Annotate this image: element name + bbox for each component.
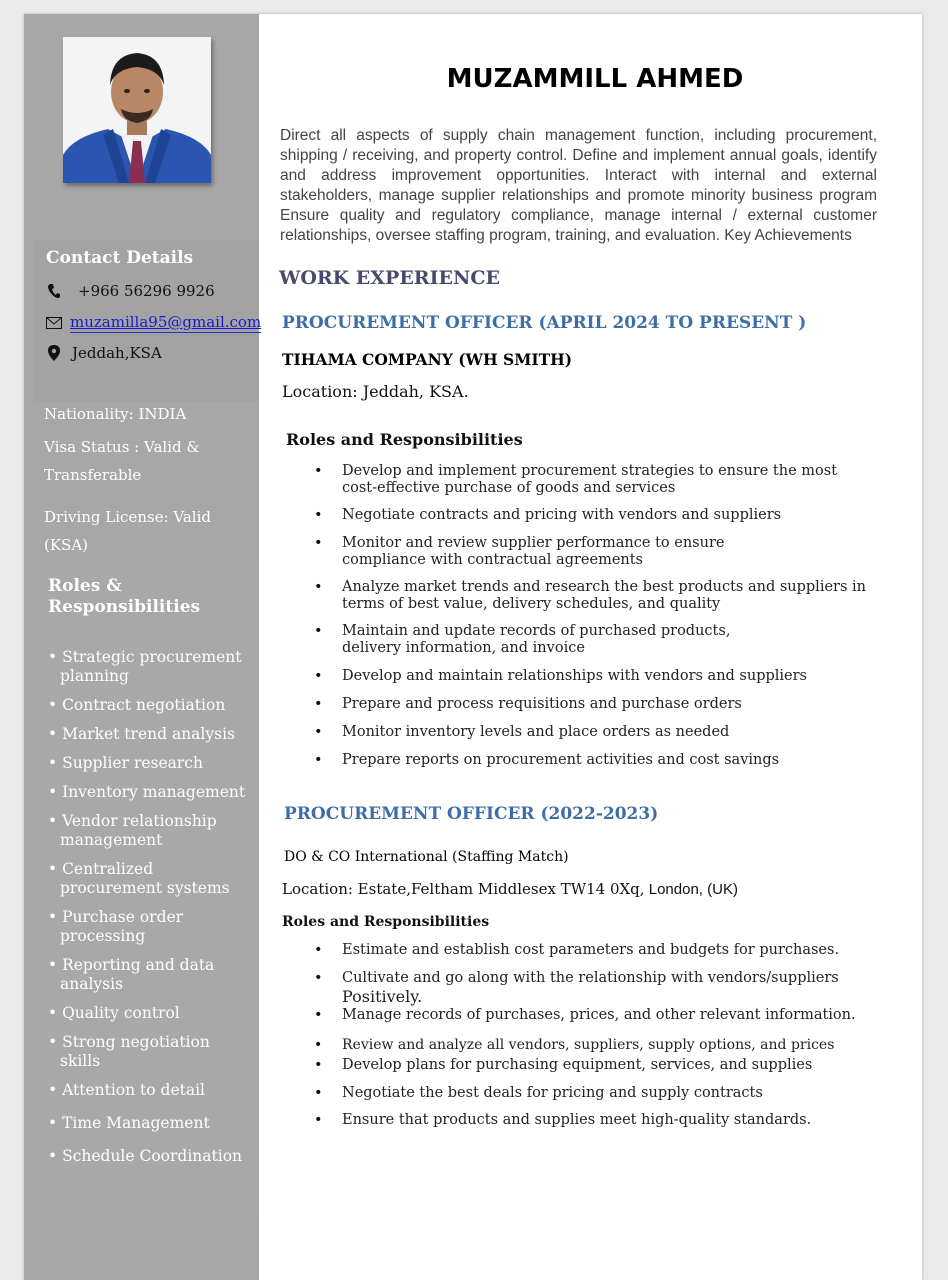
profile-photo xyxy=(63,37,211,183)
phone-icon xyxy=(46,283,62,299)
company-name: DO & CO International (Staffing Match) xyxy=(284,849,569,865)
skill-item: • Market trend analysis xyxy=(48,725,235,743)
skill-item: • Strong negotiation skills xyxy=(48,1033,210,1070)
duty-continuation: Positively. xyxy=(342,987,423,1006)
duty-item: • Maintain and update records of purchased products, delivery information, and invoice xyxy=(314,623,762,657)
location-text: Jeddah,KSA xyxy=(72,344,162,362)
skill-item: • Inventory management xyxy=(48,783,246,801)
duty-item: • Negotiate the best deals for pricing and supply contracts xyxy=(314,1085,874,1102)
candidate-name: MUZAMMILL AHMED xyxy=(446,64,744,94)
job-title: PROCUREMENT OFFICER (APRIL 2024 TO PRESENT ) xyxy=(282,313,807,333)
skill-item: • Centralized procurement systems xyxy=(48,860,230,897)
roles-heading-sidebar: Roles & Responsibilities xyxy=(48,576,201,617)
duty-item: • Develop plans for purchasing equipment, services, and supplies xyxy=(314,1057,874,1074)
duty-item: • Estimate and establish cost parameters and budgets for purchases. xyxy=(314,942,874,959)
duty-item: • Prepare reports on procurement activities and cost savings xyxy=(314,752,874,769)
duty-item: • Prepare and process requisitions and purchase orders xyxy=(314,696,874,713)
nationality: Nationality: INDIA xyxy=(44,405,187,423)
resume-page xyxy=(24,14,922,1280)
visa-status: Visa Status : Valid & Transferable xyxy=(44,438,200,484)
duty-item: • Monitor inventory levels and place orders as needed xyxy=(314,724,874,741)
skill-item: • Reporting and data analysis xyxy=(48,956,215,993)
skill-item: • Purchase order processing xyxy=(48,908,184,945)
duty-item: • Develop and maintain relationships with vendors and suppliers xyxy=(314,668,874,685)
profile-photo-image xyxy=(63,37,211,183)
mail-icon xyxy=(46,315,62,331)
job-duties-list xyxy=(314,463,874,769)
roles-heading: Roles and Responsibilities xyxy=(282,914,490,930)
skill-item: • Contract negotiation xyxy=(48,696,226,714)
work-experience-heading: WORK EXPERIENCE xyxy=(279,267,500,289)
contact-email xyxy=(46,313,261,333)
job-location: Location: Jeddah, KSA. xyxy=(282,382,469,401)
sidebar xyxy=(24,14,262,1280)
email-link[interactable]: muzamilla95@gmail.com xyxy=(70,313,262,331)
contact-location xyxy=(46,344,162,362)
skill-item: • Time Management xyxy=(48,1114,210,1132)
skill-item: • Quality control xyxy=(48,1004,180,1022)
main-content xyxy=(259,14,922,1280)
skills-list xyxy=(48,648,253,1176)
duty-item: • Negotiate contracts and pricing with vendors and suppliers xyxy=(314,507,874,524)
phone-number: +966 56296 9926 xyxy=(78,282,215,300)
location-pin-icon xyxy=(46,345,62,361)
job-location-address: Location: Estate,Feltham Middlesex TW14 0Xq, xyxy=(282,880,645,898)
job-duties-list xyxy=(314,942,874,1129)
company-name: TIHAMA COMPANY (WH SMITH) xyxy=(282,350,573,369)
profile-summary: Direct all aspects of supply chain management function, including procurement, shipping / receiving, and property control. Define and implement annual goals, identify and address improvement opportunities. Interact with internal and external stakeholders, manage supplier relationships and promote minority business program Ensure quality and regulatory compliance, manage internal / external customer relationships, oversee staffing program, training, and evaluation. Key Achievements xyxy=(280,127,877,244)
contact-details-heading: Contact Details xyxy=(46,248,194,268)
duty-item: • Review and analyze all vendors, suppliers, supply options, and prices xyxy=(314,1037,874,1054)
duty-item: • Manage records of purchases, prices, and other relevant information. xyxy=(314,1007,874,1024)
job-location-city: London, (UK) xyxy=(644,881,738,898)
job-title: PROCUREMENT OFFICER (2022-2023) xyxy=(284,804,659,824)
job-location xyxy=(282,880,738,898)
skill-item: • Schedule Coordination xyxy=(48,1147,243,1165)
skill-item: • Vendor relationship management xyxy=(48,812,217,849)
roles-heading: Roles and Responsibilities xyxy=(286,430,523,449)
duty-item: • Ensure that products and supplies meet high-quality standards. xyxy=(314,1112,874,1129)
duty-item: • Monitor and review supplier performance to ensure compliance with contractual agreements xyxy=(314,535,812,569)
skill-item: • Supplier research xyxy=(48,754,203,772)
skill-item: • Strategic procurement planning xyxy=(48,648,242,685)
skill-item: • Attention to detail xyxy=(48,1081,205,1099)
driving-license: Driving License: Valid (KSA) xyxy=(44,508,211,554)
duty-item: • Analyze market trends and research the best products and suppliers in terms of best value, delivery schedules, and quality xyxy=(314,579,874,613)
contact-phone xyxy=(46,282,215,300)
duty-item: • Develop and implement procurement strategies to ensure the most cost-effective purchase of goods and services xyxy=(314,463,874,497)
duty-item: • Cultivate and go along with the relationship with vendors/suppliers xyxy=(314,970,874,987)
